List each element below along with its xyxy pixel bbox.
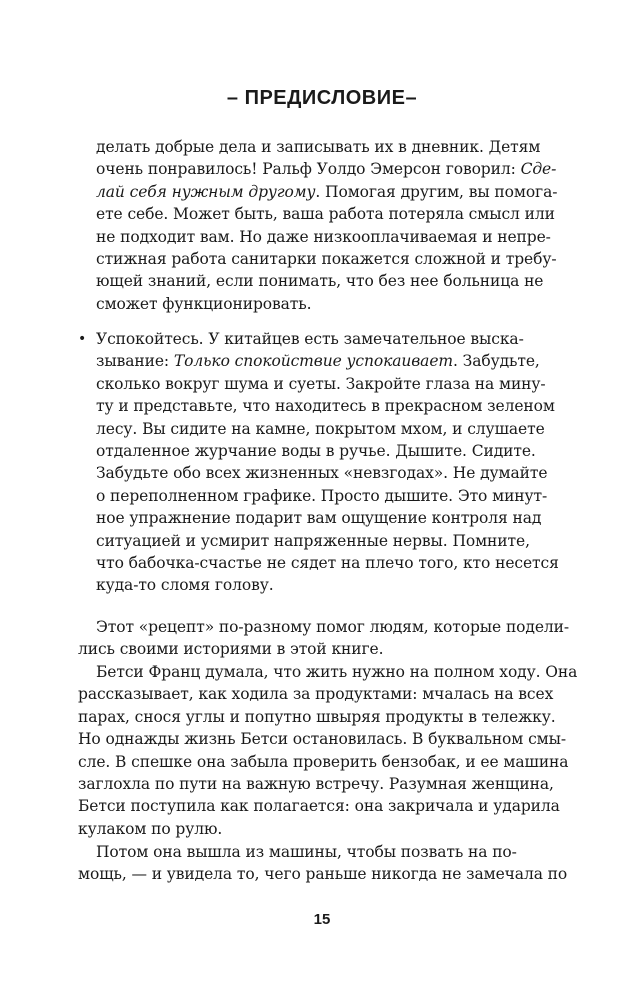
text-line: Бетси поступила как полагается: она закричала и ударила [78, 797, 560, 816]
text-line: сколько вокруг шума и суеты. Закройте глаза на мину- [96, 374, 546, 393]
text-line: очень понравилось! Ральф Уолдо Эмерсон говорил: Сде- [96, 160, 557, 179]
text-line: лай себя нужным другому. Помогая другим, вы помога- [96, 182, 558, 201]
text-line: ситуацией и усмирит напряженные нервы. Помните, [96, 531, 530, 550]
running-header: – ПРЕДИСЛОВИЕ– [226, 87, 418, 109]
italic-quote: лай себя нужным другому [96, 182, 316, 201]
text-line: лись своими историями в этой книге. [78, 640, 384, 659]
text-line: рассказывает, как ходила за продуктами: мчалась на всех [78, 685, 554, 704]
bullet-marker: • [78, 331, 87, 347]
text-line: не подходит вам. Но даже низкооплачиваемая и непре- [96, 227, 551, 246]
italic-quote: Сде- [520, 160, 557, 179]
text-line: куда-то сломя голову. [96, 576, 274, 595]
text-line: ту и представьте, что находитесь в прекрасном зеленом [96, 397, 555, 416]
text-line: сможет функционировать. [96, 294, 312, 313]
body-paragraph [78, 841, 568, 886]
italic-quote: Только спокойствие успокаивает [173, 352, 453, 371]
text-line: Но однажды жизнь Бетси остановилась. В буквальном смы- [78, 730, 566, 749]
text-line: ете себе. Может быть, ваша работа потеряла смысл или [96, 205, 555, 224]
text-line: что бабочка-счастье не сядет на плечо того, кто несется [96, 553, 559, 572]
body-paragraph [78, 661, 578, 840]
text-line: ное упражнение подарит вам ощущение контроля над [96, 509, 542, 528]
text-line: отдаленное журчание воды в ручье. Дышите. Сидите. [96, 441, 536, 460]
continuation-paragraph [96, 136, 556, 315]
text-line: Бетси Франц думала, что жить нужно на полном ходу. Она [96, 663, 578, 681]
text-line: кулаком по рулю. [78, 819, 223, 838]
text-line: стижная работа санитарки покажется сложной и требу- [96, 249, 557, 268]
text-line: мощь, — и увидела то, чего раньше никогда не замечала по [78, 865, 568, 884]
text-line: сле. В спешке она забыла проверить бензобак, и ее машина [78, 752, 569, 771]
page-number: 15 [313, 911, 331, 928]
text-line: Потом она вышла из машины, чтобы позвать на по- [96, 843, 517, 861]
text-line: о переполненном графике. Просто дышите. Это минут- [96, 486, 548, 505]
text-line: Забудьте обо всех жизненных «невзгодах». Не думайте [96, 464, 548, 483]
text-line: Этот «рецепт» по-разному помог людям, которые подели- [96, 618, 570, 636]
text-line: ющей знаний, если понимать, что без нее больница не [96, 272, 544, 291]
text-line: Успокойтесь. У китайцев есть замечательное выска- [96, 330, 524, 348]
text-line: парах, снося углы и попутно швыряя продукты в тележку. [78, 707, 556, 726]
text-line: зывание: Только спокойствие успокаивает. Забудьте, [96, 352, 540, 371]
text-line: лесу. Вы сидите на камне, покрытом мхом, и слушаете [96, 419, 545, 438]
bullet-item-text [96, 328, 559, 597]
body-paragraph [78, 616, 570, 661]
text-line: делать добрые дела и записывать их в дневник. Детям [96, 138, 541, 156]
text-line: заглохла по пути на важную встречу. Разумная женщина, [78, 774, 554, 793]
